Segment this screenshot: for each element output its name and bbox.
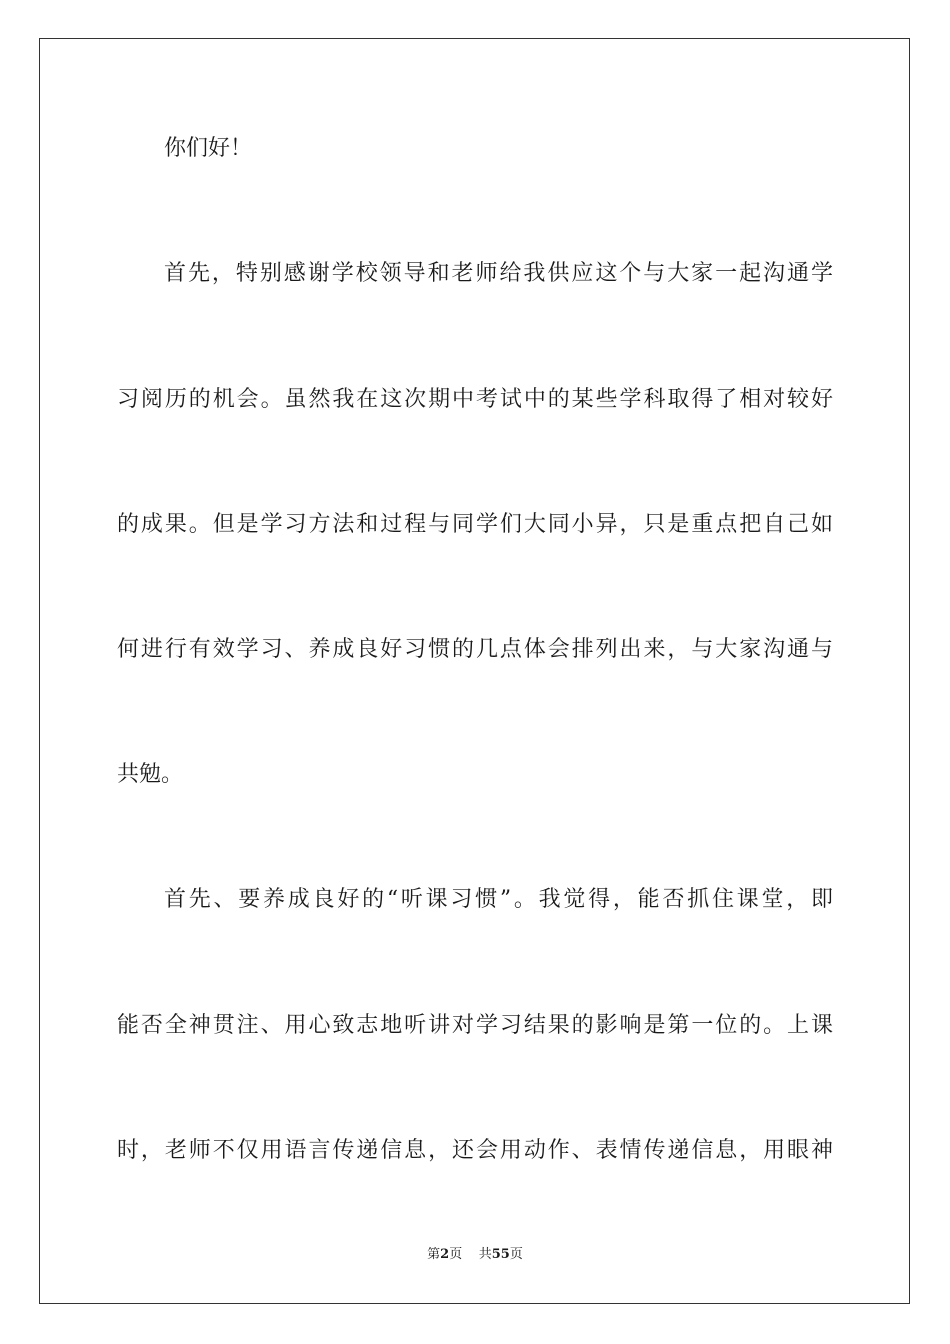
footer-page-number: 2 [440,1247,450,1262]
page-border [39,38,910,1304]
footer-page-suffix: 页 [449,1247,463,1262]
footer-page-prefix: 第 [427,1247,441,1262]
footer-total-prefix: 共 [478,1247,492,1262]
paragraph-2-line-2: 能否全神贯注、用心致志地听讲对学习结果的影响是第一位的。上课 [117,1013,833,1038]
page-footer [0,1246,950,1264]
paragraph-1-line-5: 共勉。 [117,762,184,787]
paragraph-1-line-4: 何进行有效学习、养成良好习惯的几点体会排列出来，与大家沟通与 [117,637,833,662]
paragraph-2-line-1: 首先、要养成良好的“听课习惯”。我觉得，能否抓住课堂，即 [164,887,833,912]
greeting-line: 你们好！ [164,136,253,161]
paragraph-1-line-3: 的成果。但是学习方法和过程与同学们大同小异，只是重点把自己如 [117,512,833,537]
footer-total-pages: 55 [491,1247,510,1262]
paragraph-2-line-3: 时，老师不仅用语言传递信息，还会用动作、表情传递信息，用眼神 [117,1138,833,1163]
paragraph-1-line-2: 习阅历的机会。虽然我在这次期中考试中的某些学科取得了相对较好 [117,387,833,412]
paragraph-1-line-1: 首先，特别感谢学校领导和老师给我供应这个与大家一起沟通学 [164,261,833,286]
footer-total-suffix: 页 [509,1247,523,1262]
